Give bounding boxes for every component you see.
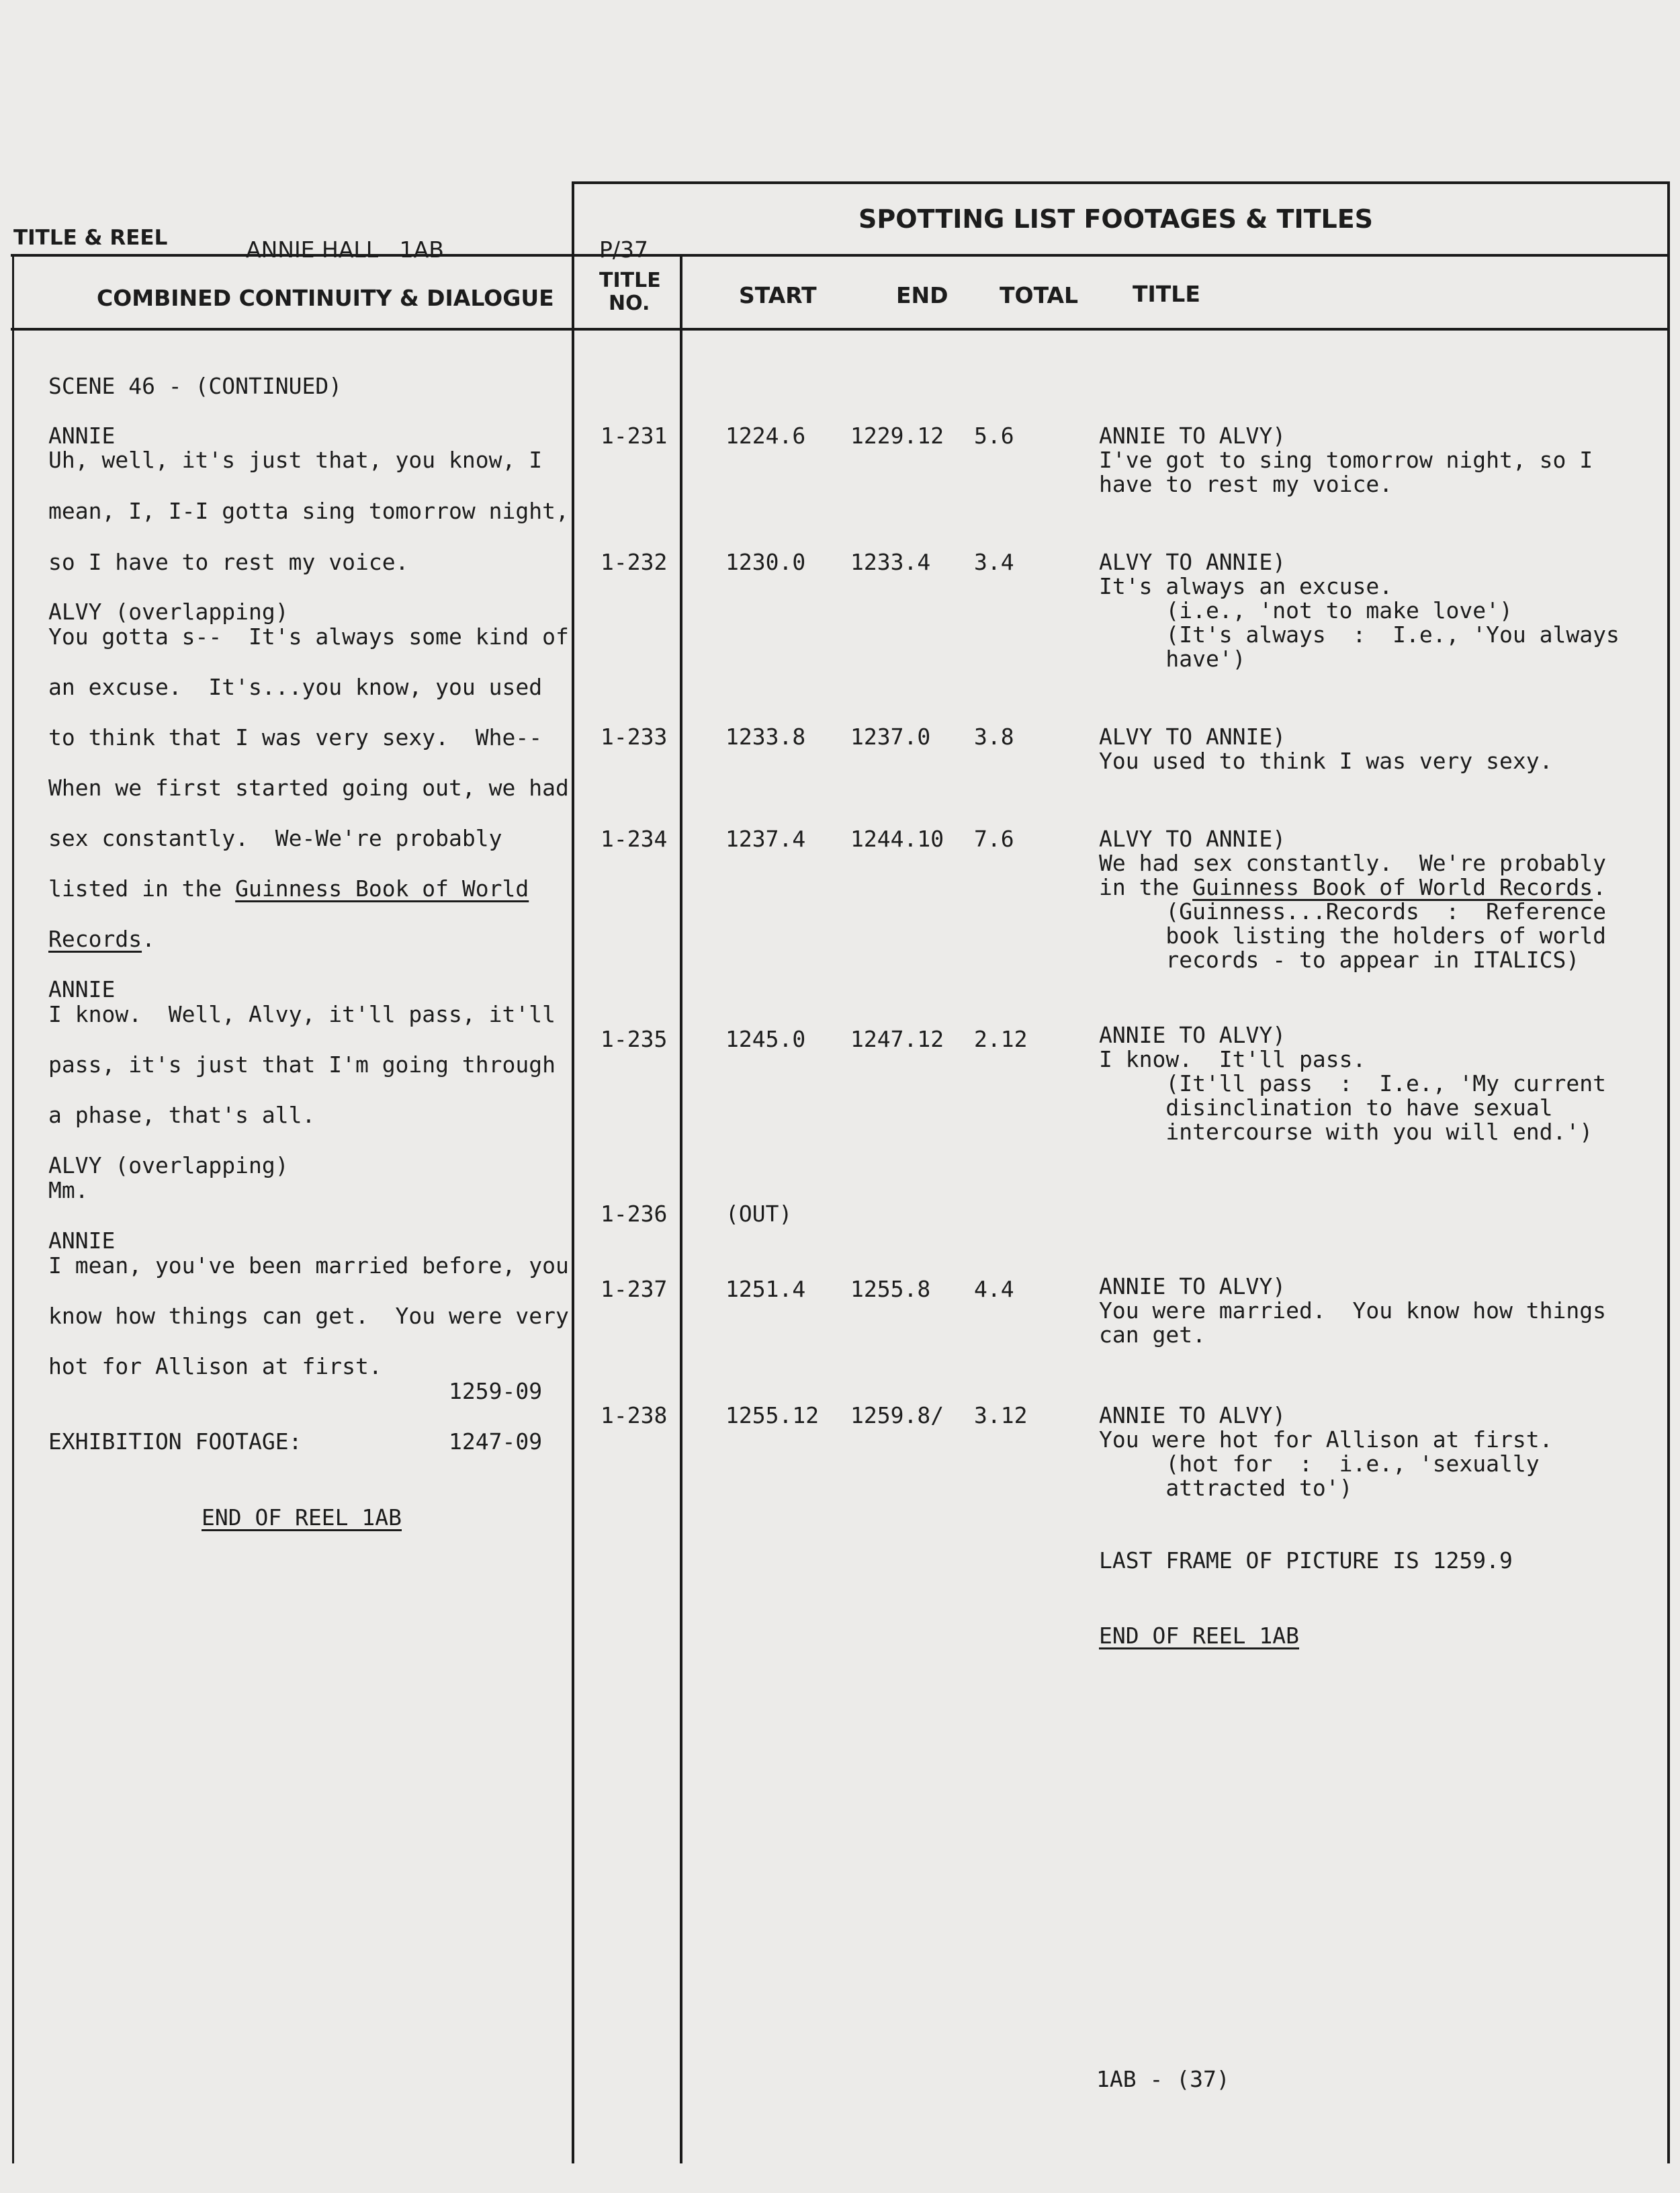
subtitle-line: You were married. You know how things	[1099, 1297, 1606, 1324]
book-title: Guinness Book of World	[235, 875, 529, 902]
start-footage: 1233.8	[725, 724, 806, 750]
dialogue-line	[48, 927, 155, 952]
subtitle-note: records - to appear in ITALICS)	[1099, 947, 1580, 973]
speaker: ANNIE	[48, 1228, 116, 1254]
subtitle-line: ANNIE TO ALVY)	[1099, 1022, 1286, 1048]
subtitle-line: I know. It'll pass.	[1099, 1046, 1366, 1072]
subtitle-line: It's always an excuse.	[1099, 573, 1393, 599]
subtitle-line: We had sex constantly. We're probably	[1099, 850, 1606, 876]
subtitle-line: ANNIE TO ALVY)	[1099, 1402, 1286, 1428]
end-of-reel-right: END OF REEL 1AB	[1099, 1623, 1300, 1649]
dialogue-line: pass, it's just that I'm going through	[48, 1051, 556, 1078]
title-number: 1-238	[601, 1402, 668, 1428]
subtitle-line: ALVY TO ANNIE)	[1099, 826, 1286, 852]
dialogue-line: Uh, well, it's just that, you know, I	[48, 447, 543, 473]
total-footage: 7.6	[974, 826, 1014, 852]
dialogue-line: I know. Well, Alvy, it'll pass, it'll	[48, 1001, 556, 1027]
subtitle-line: ANNIE TO ALVY)	[1099, 1273, 1286, 1299]
end-footage: 1247.12	[850, 1026, 944, 1052]
dialogue-line: hot for Allison at first.	[48, 1353, 382, 1379]
dialogue-line: Mm.	[48, 1177, 89, 1203]
start-footage: (OUT)	[725, 1201, 793, 1227]
start-heading: START	[739, 282, 817, 308]
left-border	[12, 255, 14, 2163]
end-footage: 1255.8	[850, 1276, 931, 1302]
divider-continuity	[572, 181, 574, 2163]
title-reel-label: TITLE & REEL	[13, 226, 168, 250]
title-no-heading-2: NO.	[609, 292, 650, 315]
dialogue-line: sex constantly. We-We're probably	[48, 825, 502, 851]
right-border	[1667, 181, 1670, 2163]
subtitle-note: (It'll pass : I.e., 'My current	[1099, 1070, 1606, 1096]
subtitle-note: attracted to')	[1099, 1475, 1353, 1501]
speaker: ALVY (overlapping)	[48, 1152, 289, 1178]
dialogue-text: listed in the	[48, 875, 236, 902]
dialogue-line: You gotta s-- It's always some kind of	[48, 624, 569, 650]
dialogue-line: to think that I was very sexy. Whe--	[48, 724, 543, 750]
start-footage: 1251.4	[725, 1276, 806, 1302]
subtitle-line	[1099, 875, 1606, 900]
end-of-reel-left: END OF REEL 1AB	[202, 1504, 402, 1531]
dialogue-text: .	[142, 926, 155, 952]
dialogue-line: a phase, that's all.	[48, 1102, 316, 1128]
total-footage: 3.12	[974, 1402, 1028, 1428]
end-footage: 1229.12	[850, 423, 944, 449]
subtitle-text: .	[1593, 874, 1606, 900]
subtitle-line: have to rest my voice.	[1099, 471, 1393, 497]
subtitle-note: (It's always : I.e., 'You always	[1099, 621, 1620, 648]
continuity-heading: COMBINED CONTINUITY & DIALOGUE	[97, 285, 554, 311]
start-footage: 1230.0	[725, 549, 806, 575]
dialogue-line: When we first started going out, we had	[48, 775, 569, 801]
total-footage: 5.6	[974, 423, 1014, 449]
scene-heading: SCENE 46 - (CONTINUED)	[48, 373, 343, 399]
footage-total: 1259-09	[449, 1378, 543, 1404]
speaker: ANNIE	[48, 976, 116, 1002]
spotting-heading: SPOTTING LIST FOOTAGES & TITLES	[858, 204, 1374, 234]
subtitle-line: can get.	[1099, 1322, 1206, 1348]
subtitle-note: have')	[1099, 646, 1246, 672]
subtitle-line: You were hot for Allison at first.	[1099, 1426, 1553, 1453]
exhibition-footage-value: 1247-09	[449, 1428, 543, 1455]
dialogue-line: I mean, you've been married before, you	[48, 1252, 569, 1279]
subtitle-line: You used to think I was very sexy.	[1099, 748, 1553, 774]
start-footage: 1245.0	[725, 1026, 806, 1052]
end-footage: 1233.4	[850, 549, 931, 575]
book-title: Guinness Book of World Records	[1192, 874, 1593, 900]
last-frame-note: LAST FRAME OF PICTURE IS 1259.9	[1099, 1547, 1513, 1574]
subtitle-note: (i.e., 'not to make love')	[1099, 597, 1513, 624]
dialogue-line: mean, I, I-I gotta sing tomorrow night,	[48, 498, 569, 524]
column-header-rule	[11, 328, 1670, 331]
start-footage: 1224.6	[725, 423, 806, 449]
subtitle-note: disinclination to have sexual	[1099, 1094, 1553, 1121]
title-reel-value: ANNIE HALL 1AB	[246, 236, 444, 263]
subtitle-text: in the	[1099, 874, 1193, 900]
exhibition-footage-label: EXHIBITION FOOTAGE:	[48, 1428, 302, 1455]
dialogue-line	[48, 876, 529, 902]
subtitle-line: ALVY TO ANNIE)	[1099, 549, 1286, 575]
subtitle-note: book listing the holders of world	[1099, 922, 1606, 949]
title-number: 1-237	[601, 1276, 668, 1302]
dialogue-line: so I have to rest my voice.	[48, 549, 409, 575]
book-title: Records	[48, 926, 142, 952]
subtitle-line: ALVY TO ANNIE)	[1099, 724, 1286, 750]
title-number: 1-231	[601, 423, 668, 449]
title-number: 1-236	[601, 1201, 668, 1227]
dialogue-line: know how things can get. You were very	[48, 1303, 569, 1329]
subtitle-line: I've got to sing tomorrow night, so I	[1099, 447, 1593, 473]
outer-top-rule	[572, 181, 1670, 184]
subtitle-line: ANNIE TO ALVY)	[1099, 423, 1286, 449]
end-footage: 1259.8/	[850, 1402, 944, 1428]
end-footage: 1237.0	[850, 724, 931, 750]
start-footage: 1255.12	[725, 1402, 820, 1428]
subtitle-note: (hot for : i.e., 'sexually	[1099, 1451, 1540, 1477]
speaker: ANNIE	[48, 423, 116, 449]
total-footage: 3.4	[974, 549, 1014, 575]
title-number: 1-235	[601, 1026, 668, 1052]
total-footage: 4.4	[974, 1276, 1014, 1302]
subtitle-note: intercourse with you will end.')	[1099, 1119, 1593, 1145]
speaker: ALVY (overlapping)	[48, 599, 289, 625]
page-number: 1AB - (37)	[1096, 2066, 1230, 2092]
title-number: 1-232	[601, 549, 668, 575]
dialogue-line: an excuse. It's...you know, you used	[48, 674, 543, 700]
title-no-heading-1: TITLE	[599, 269, 661, 292]
subtitle-note: (Guinness...Records : Reference	[1099, 898, 1606, 924]
start-footage: 1237.4	[725, 826, 806, 852]
title-heading: TITLE	[1133, 281, 1200, 307]
end-heading: END	[896, 282, 948, 308]
divider-title-no	[680, 255, 682, 2163]
page-reference: P/37	[599, 236, 649, 263]
title-number: 1-233	[601, 724, 668, 750]
end-footage: 1244.10	[850, 826, 944, 852]
title-number: 1-234	[601, 826, 668, 852]
total-heading: TOTAL	[1000, 282, 1079, 308]
total-footage: 2.12	[974, 1026, 1028, 1052]
total-footage: 3.8	[974, 724, 1014, 750]
